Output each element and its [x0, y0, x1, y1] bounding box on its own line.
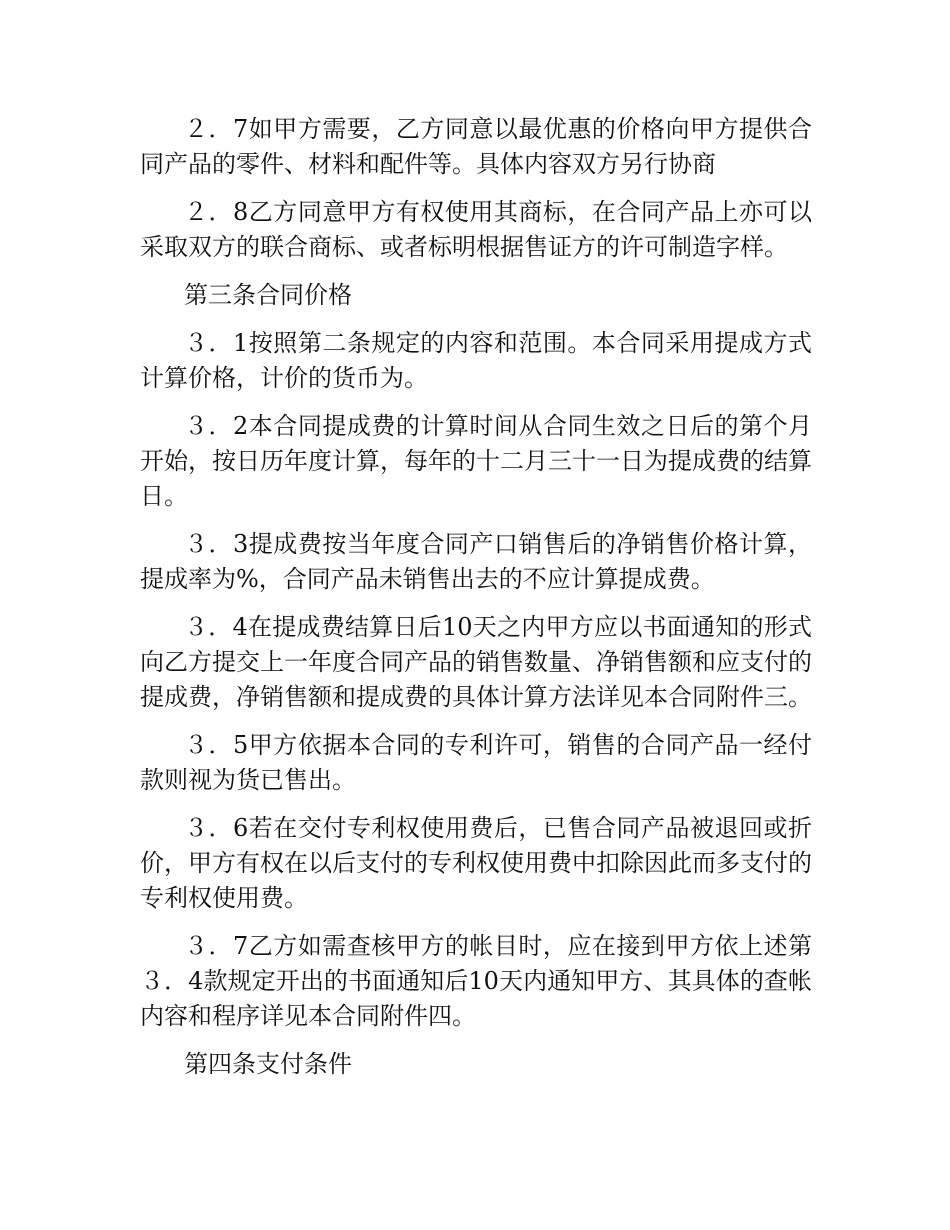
document-body — [140, 112, 812, 1095]
clause-2-8: ２．8乙方同意甲方有权使用其商标，在合同产品上亦可以采取双方的联合商标、或者标明根据售证方的许可制造字样。 — [140, 198, 812, 261]
clause-3-5: ３．5甲方依据本合同的专利许可，销售的合同产品一经付款则视为货已售出。 — [140, 731, 812, 794]
clause-2-7: ２．7如甲方需要，乙方同意以最优惠的价格向甲方提供合同产品的零件、材料和配件等。具体内容双方另行协商 — [140, 115, 812, 178]
article-3-heading: 第三条合同价格 — [184, 281, 352, 309]
clause-3-4: ３．4在提成费结算日后10天之内甲方应以书面通知的形式向乙方提交上一年度合同产品的销售数量、净销售额和应支付的提成费，净销售额和提成费的具体计算方法详见本合同附件三。 — [140, 613, 812, 711]
article-4-heading: 第四条支付条件 — [184, 1050, 352, 1078]
clause-3-6: ３．6若在交付专利权使用费后，已售合同产品被退回或折价，甲方有权在以后支付的专利权使用费中扣除因此而多支付的专利权使用费。 — [140, 814, 812, 912]
clause-3-2: ３．2本合同提成费的计算时间从合同生效之日后的第个月开始，按日历年度计算，每年的十二月三十一日为提成费的结算日。 — [140, 412, 812, 510]
clause-3-1: ３．1按照第二条规定的内容和范围。本合同采用提成方式计算价格，计价的货币为。 — [140, 329, 812, 392]
clause-3-3: ３．3提成费按当年度合同产口销售后的净销售价格计算，提成率为%，合同产品未销售出去的不应计算提成费。 — [140, 530, 812, 593]
clause-3-7: ３．7乙方如需查核甲方的帐目时，应在接到甲方依上述第３．4款规定开出的书面通知后10天内通知甲方、其具体的查帐内容和程序详见本合同附件四。 — [140, 932, 812, 1030]
